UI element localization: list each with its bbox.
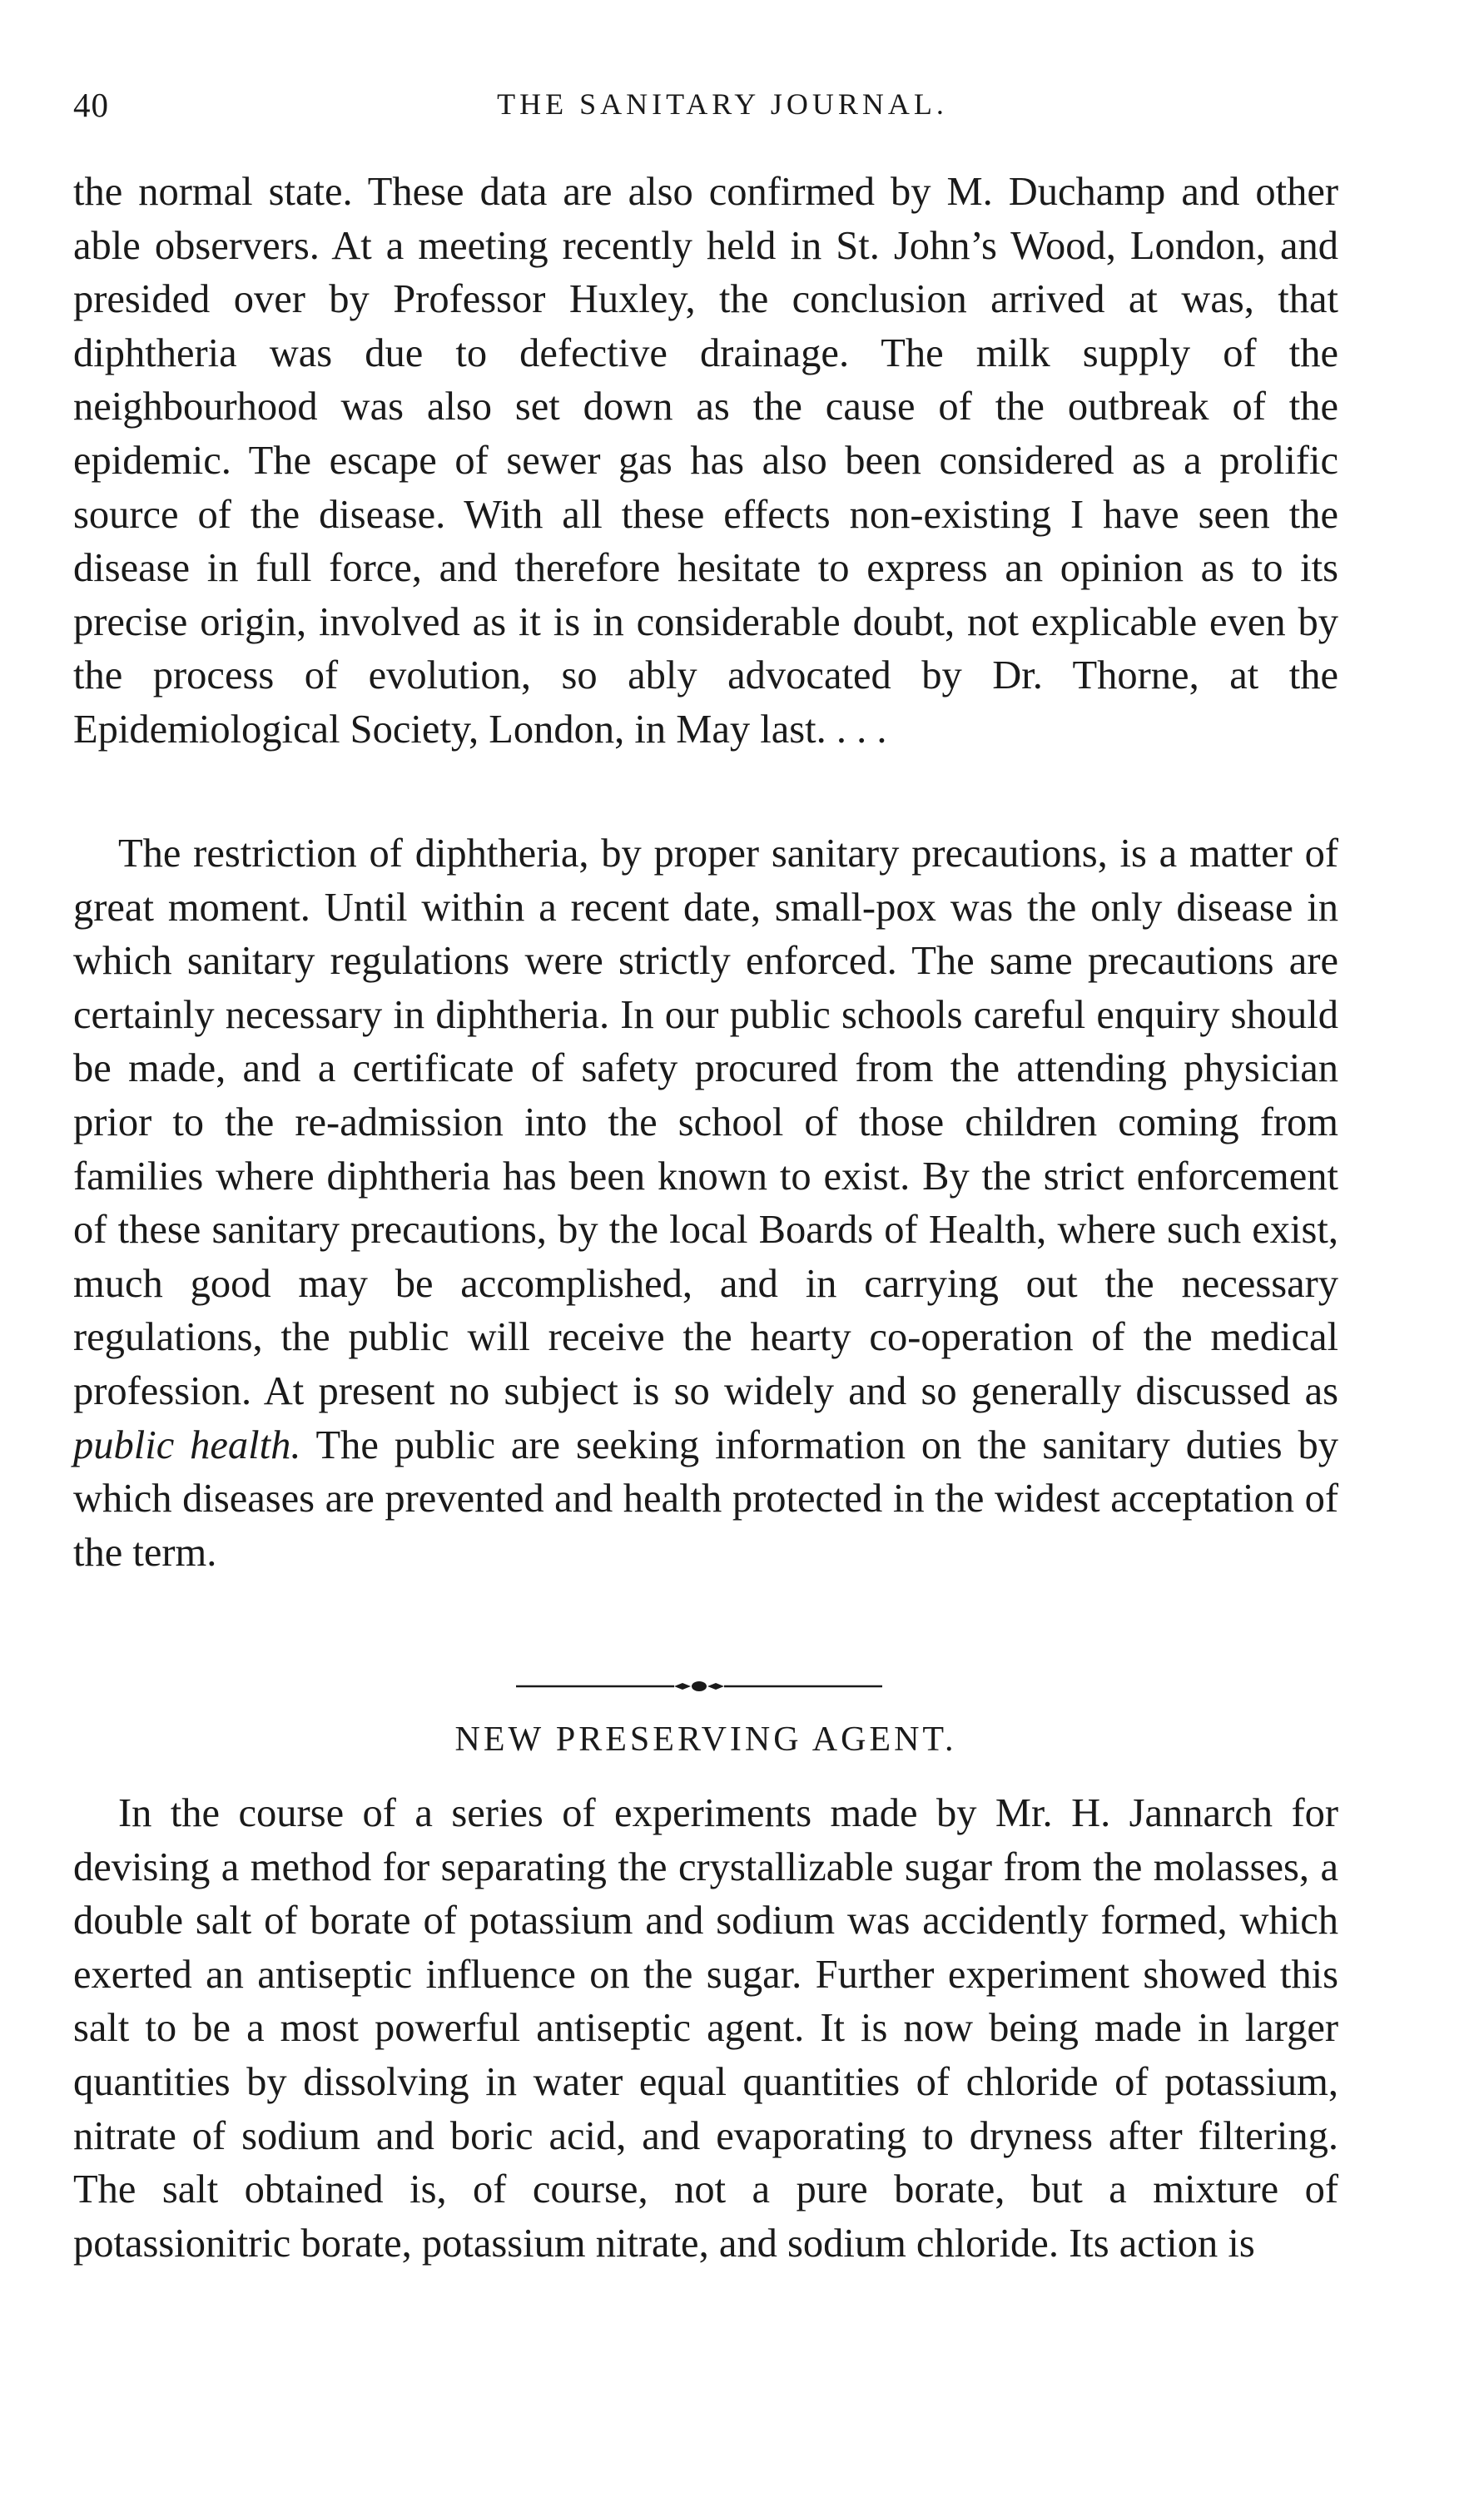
sanitary-precautions-paragraph xyxy=(73,827,1338,1580)
journal-title: THE SANITARY JOURNAL. xyxy=(497,87,948,121)
paragraph-text-end: The public are seeking information on the sanitary duties by which diseases are prevented and health protected in the widest acceptation of the term. xyxy=(73,1422,1339,1575)
continued-paragraph xyxy=(73,166,1338,757)
section-heading: NEW PRESERVING AGENT. xyxy=(454,1720,957,1759)
section-divider-ornament xyxy=(516,1678,882,1695)
preserving-agent-article xyxy=(73,1787,1338,2271)
running-header xyxy=(73,85,1338,135)
continued-paragraph-text: the normal state. These data are also confirmed by M. Duchamp and other able observers. At a meeting recently held in St. John’s Wood, London, and presided over by Professor Huxley, the conclusion arrived at was, that diphtheria was due to defective drainage. The milk supply of the neighbourhood was also set down as the cause of the outbreak of the epidemic. The escape of sewer gas has also been considered as a prolific source of the disease. With all these effects non-existing I have seen the disease in full force, and therefore hesitate to express an opinion as to its precise origin, involved as it is in considerable doubt, not explicable even by the process of evolution, so ably advocated by Dr. Thorne, at the Epidemiological Society, London, in May last. . . . xyxy=(73,170,1338,752)
sanitary-precautions-text xyxy=(73,827,1338,1580)
paragraph-text-start: The restriction of diphtheria, by proper sanitary precautions, is a matter of great moment. Until within a recent date, small-pox was the only disease in which sanitary regulations were strictly enforced. The same precautions are certainly necessary in diphtheria. In our public schools careful enquiry should be made, and a certificate of safety procured from the attending physician prior to the re-admission into the school of those children coming from families where diphtheria has been known to exist. By the strict enforcement of these sanitary precautions, by the local Boards of Health, where such exist, much good may be accomplished, and in carrying out the necessary regulations, the public will receive the hearty co-operation of the medical profession. At present no subject is so widely and so generally discussed as xyxy=(73,832,1338,1413)
emphasis-public-health: public health. xyxy=(73,1422,301,1467)
divider-ornament-icon xyxy=(516,1678,882,1695)
preserving-agent-text: In the course of a series of experiments made by Mr. H. Jannarch for devising a method for separating the crystallizable sugar from the molasses, a double salt of borate of potassium and sodium was accidently formed, which exerted an antiseptic influence on the sugar. Further experiment showed this salt to be a most powerful antiseptic agent. It is now being made in larger quantities by dissolving in water equal quantities of chloride of potassium, nitrate of sodium and boric acid, and evaporating to dryness after filtering. The salt obtained is, of course, not a pure borate, but a mixture of potassionitric borate, potassium nitrate, and sodium chloride. Its action is xyxy=(73,1791,1338,2266)
page-number: 40 xyxy=(73,86,109,124)
